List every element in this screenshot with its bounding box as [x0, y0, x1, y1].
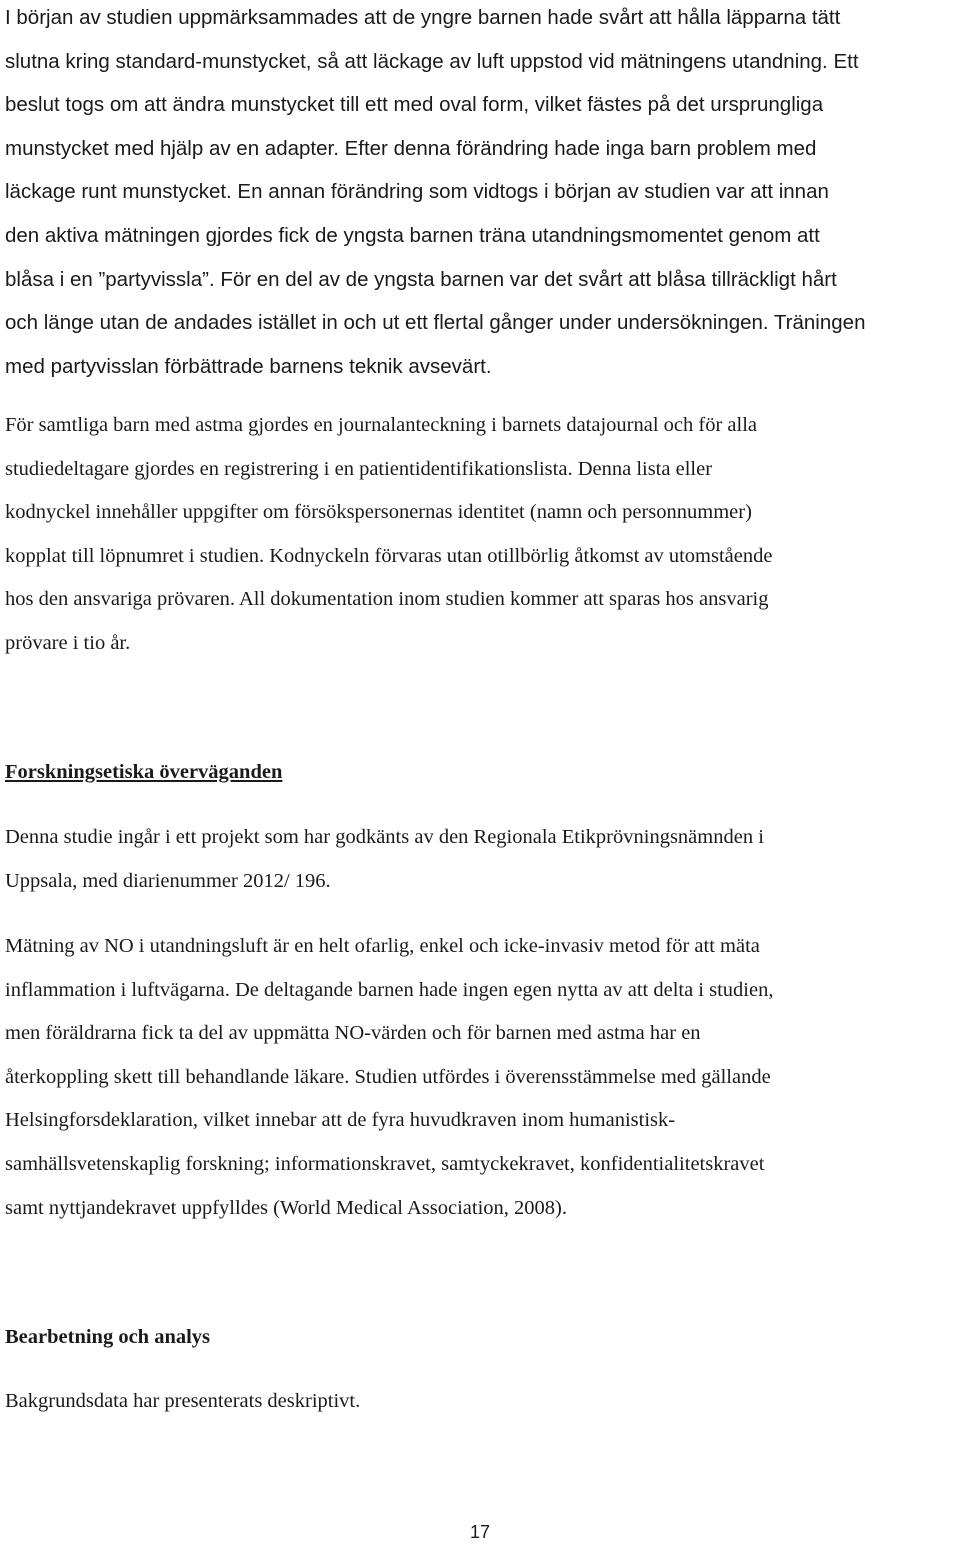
text-line: Uppsala, med diarienummer 2012/ 196.: [5, 869, 331, 892]
text-line: munstycket med hjälp av en adapter. Efter denna förändring hade inga barn problem med: [5, 136, 817, 160]
text-line: med partyvisslan förbättrade barnens teknik avsevärt.: [5, 354, 492, 378]
text-line: blåsa i en ”partyvissla”. För en del av de yngsta barnen var det svårt att blåsa tillräckligt hårt: [5, 267, 837, 291]
text-line: och länge utan de andades istället in och ut ett flertal gånger under undersökningen. Träningen: [5, 311, 866, 335]
text-line: Helsingforsdeklaration, vilket innebar att de fyra huvudkraven inom humanistisk-: [5, 1109, 676, 1132]
paragraph-journal: [5, 404, 955, 666]
paragraph-approval: [5, 816, 955, 903]
heading-analysis: Bearbetning och analys: [5, 1326, 211, 1348]
text-line: Mätning av NO i utandningsluft är en helt ofarlig, enkel och icke-invasiv metod för att mäta: [5, 935, 760, 957]
text-line: kodnyckel innehåller uppgifter om försökspersonernas identitet (namn och personnummer): [5, 501, 752, 524]
text-line: den aktiva mätningen gjordes fick de yngsta barnen träna utandningsmomentet genom att: [5, 223, 820, 247]
page-number: 17: [469, 1522, 491, 1542]
paragraph-mouthpiece: [5, 0, 955, 388]
text-line: Bakgrundsdata har presenterats deskriptivt.: [5, 1390, 361, 1412]
text-line: prövare i tio år.: [5, 631, 131, 654]
text-line: slutna kring standard-munstycket, så att läckage av luft uppstod vid mätningens utandning. Ett: [5, 49, 859, 73]
text-line: läckage runt munstycket. En annan förändring som vidtogs i början av studien var att innan: [5, 180, 829, 204]
text-line: återkoppling skett till behandlande läkare. Studien utfördes i överensstämmelse med gällande: [5, 1065, 771, 1088]
heading-ethics: Forskningsetiska överväganden: [5, 761, 283, 783]
text-line: Denna studie ingår i ett projekt som har godkänts av den Regionala Etikprövningsnämnden i: [5, 826, 764, 848]
paragraph-background-data: [5, 1380, 955, 1424]
text-line: För samtliga barn med astma gjordes en journalanteckning i barnets datajournal och för alla: [5, 414, 757, 436]
text-line: hos den ansvariga prövaren. All dokumentation inom studien kommer att sparas hos ansvarig: [5, 588, 769, 611]
text-line: beslut togs om att ändra munstycket till ett med oval form, vilket fästes på det ursprungliga: [5, 93, 824, 117]
text-line: kopplat till löpnumret i studien. Kodnyckeln förvaras utan otillbörlig åtkomst av utomstående: [5, 544, 773, 567]
text-line: studiedeltagare gjordes en registrering i en patientidentifikationslista. Denna lista eller: [5, 457, 713, 480]
text-line: samhällsvetenskaplig forskning; informationskravet, samtyckekravet, konfidentialitetskravet: [5, 1152, 765, 1175]
text-line: I början av studien uppmärksammades att de yngre barnen hade svårt att hålla läpparna tätt: [5, 6, 841, 29]
text-line: inflammation i luftvägarna. De deltagande barnen hade ingen egen nytta av att delta i studien,: [5, 978, 774, 1001]
text-line: samt nyttjandekravet uppfylldes (World Medical Association, 2008).: [5, 1196, 567, 1219]
paragraph-no-measurement: [5, 925, 955, 1230]
text-line: men föräldrarna fick ta del av uppmätta NO-värden och för barnen med astma har en: [5, 1022, 701, 1045]
